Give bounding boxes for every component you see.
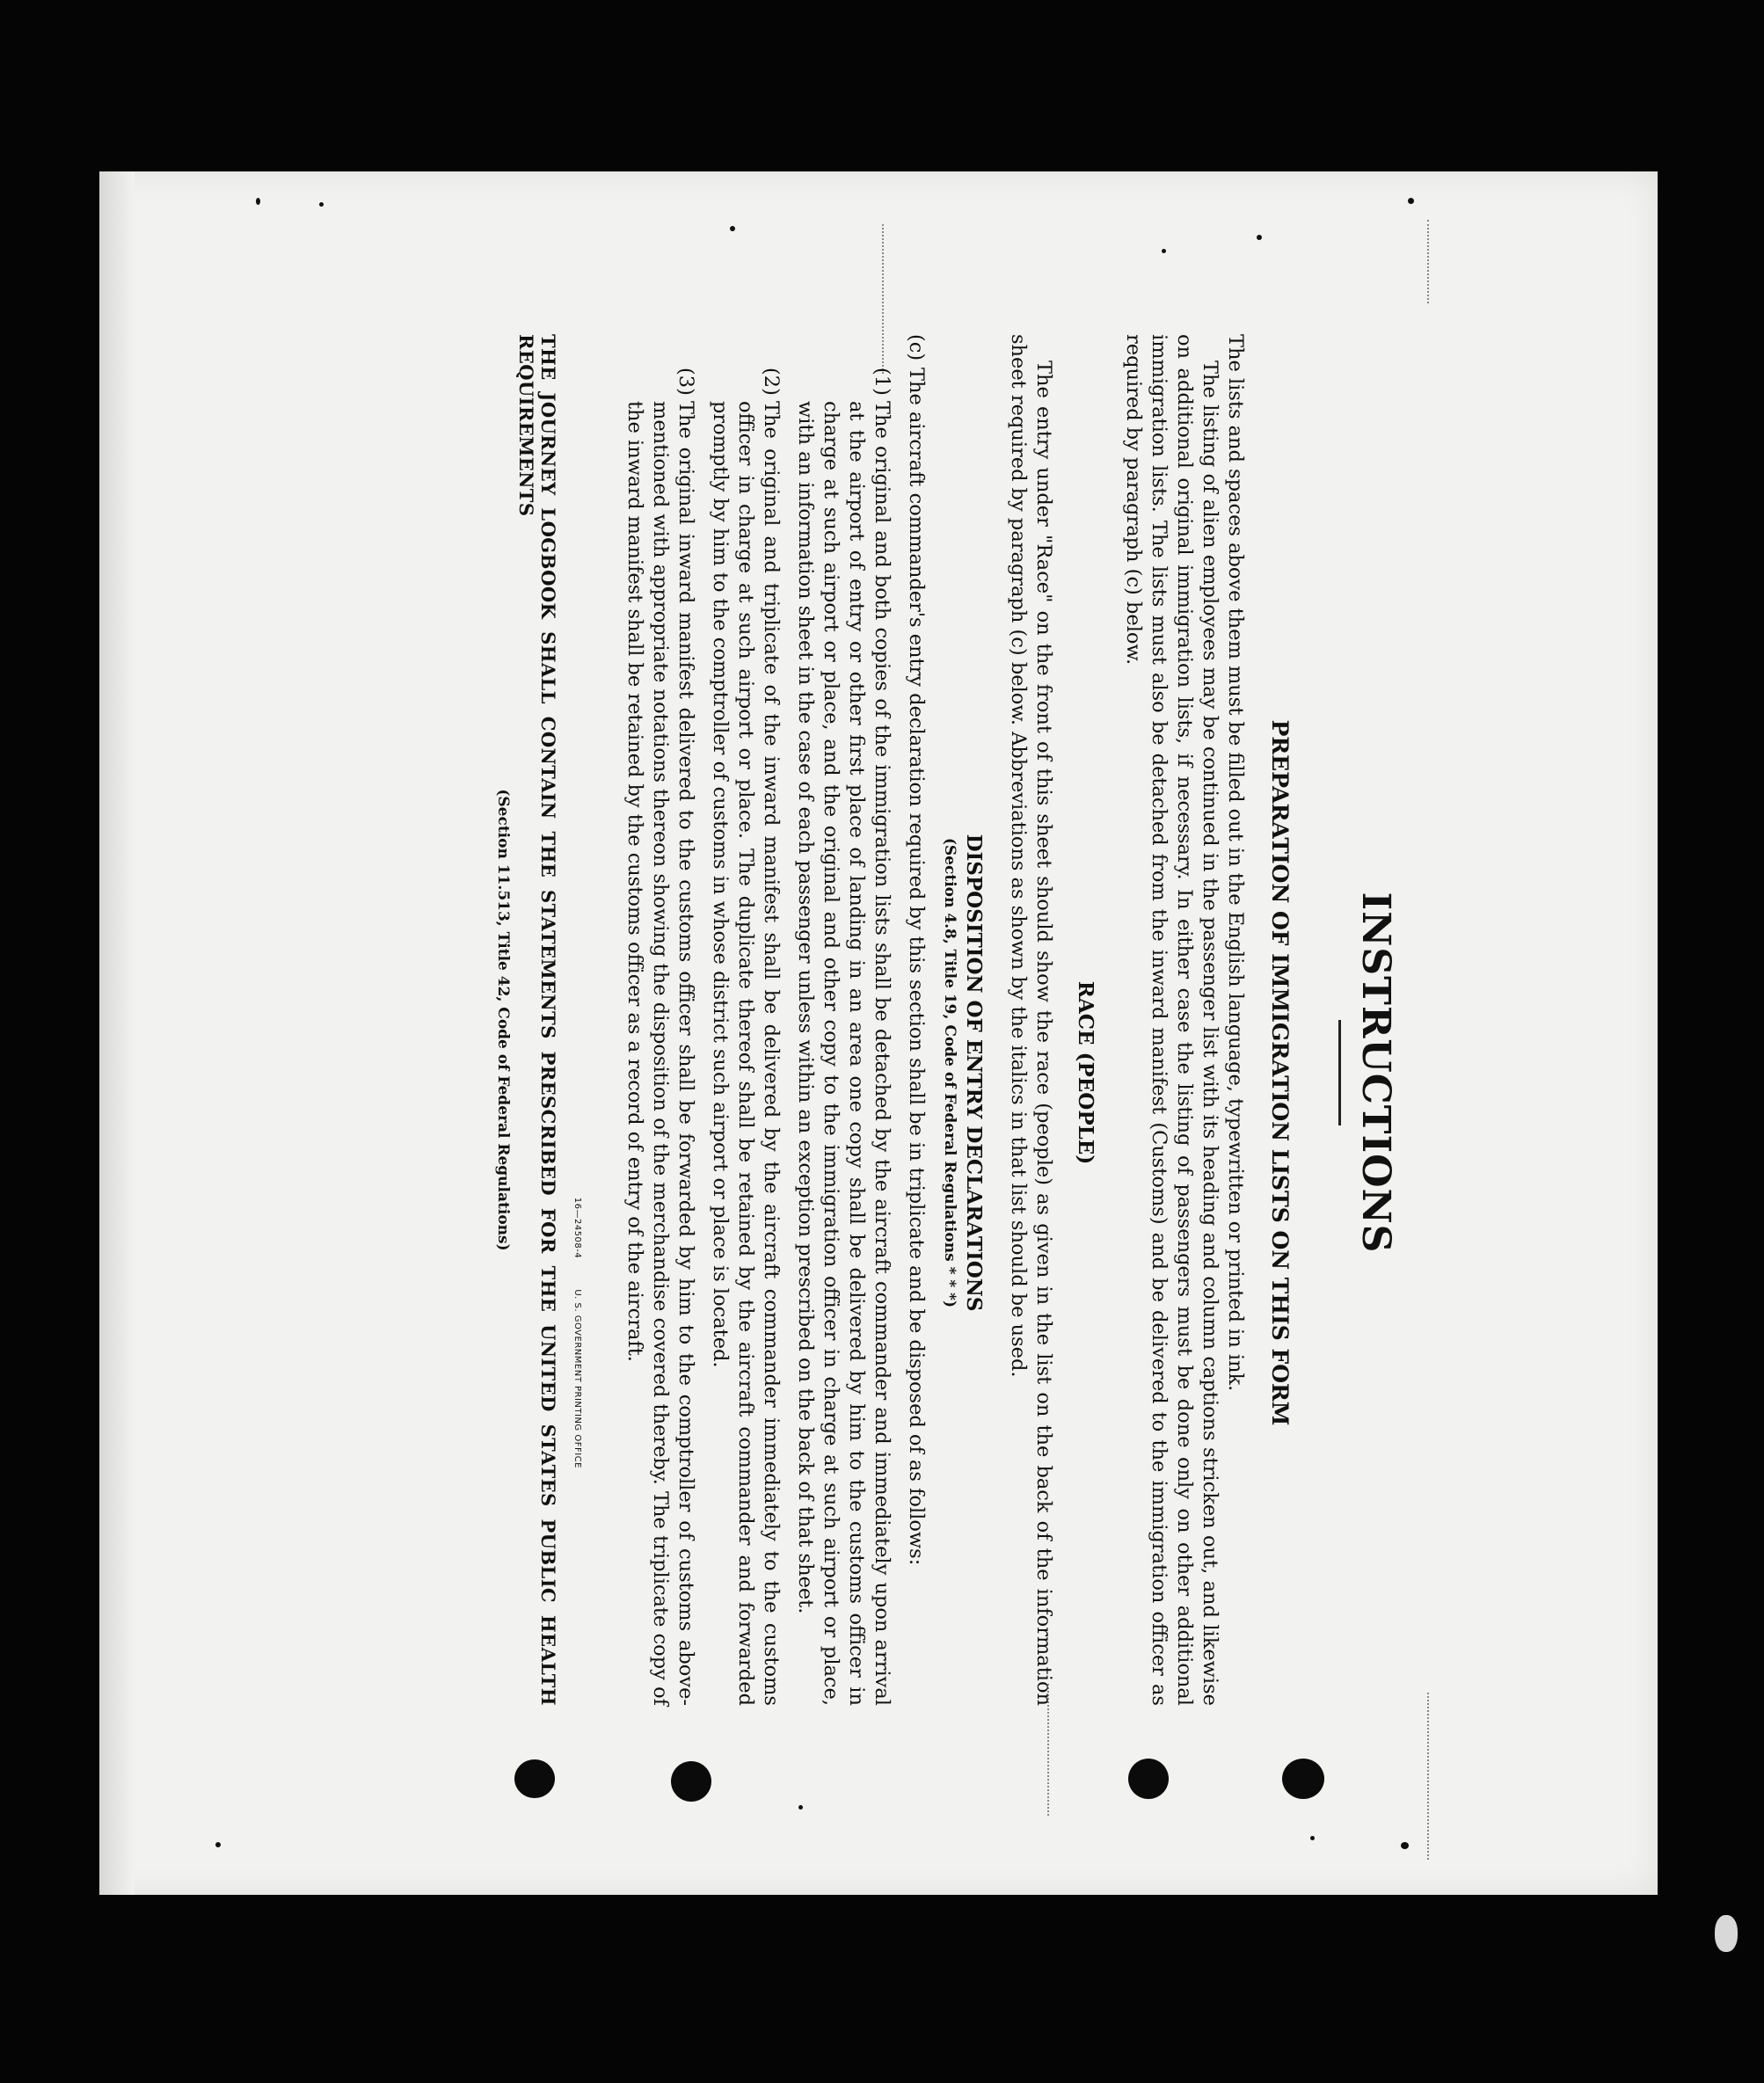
item-label: (c)	[905, 334, 928, 361]
document-title: INSTRUCTIONS	[1353, 892, 1398, 1254]
scan-speck	[1310, 1836, 1315, 1840]
disposition-reference: (Section 4.8, Title 19, Code of Federal Regulations * * *)	[941, 837, 959, 1308]
item-label: (2)	[760, 368, 783, 396]
scan-speck	[730, 226, 735, 231]
scan-speck	[1408, 198, 1414, 204]
section-heading-disposition: DISPOSITION OF ENTRY DECLARATIONS	[962, 834, 986, 1312]
item-text: The original inward manifest delivered to the customs officer shall be forwarded by him to the comptroller of customs above-mentioned with appropriate notations thereon showing the disposition of the merchandise covered thereby. The triplicate copy of the inward manifest shall be retained by the customs officer as a record of entry of the aircraft.	[623, 401, 697, 1706]
section-heading-preparation: PREPARATION OF IMMIGRATION LISTS ON THIS FORM	[1267, 719, 1293, 1426]
scan-speck	[1162, 249, 1166, 253]
disposition-item-2	[707, 368, 784, 1706]
disposition-item-c	[903, 334, 929, 1706]
disposition-item-3	[622, 368, 698, 1706]
disposition-item-1	[792, 368, 894, 1706]
guide-line	[1427, 1693, 1429, 1860]
title-underline	[1338, 1020, 1341, 1125]
item-text: The aircraft commander's entry declaration required by this section shall be in triplicate and be disposed of as follows:	[905, 368, 928, 1566]
item-label: (1)	[871, 368, 893, 396]
item-text: The original and both copies of the immigration lists shall be detached by the aircraft commander and immediately upon arrival at the airport of entry or other first place of landing in an area one copy shall be delivered by him to the customs officer in charge at such airport or place, and the original and other copy to the immigration officer in charge at such airport or place, with an information sheet in the case of each passenger unless within an exception prescribed on the back of that sheet.	[794, 401, 893, 1706]
scan-speck	[256, 198, 260, 205]
section-heading-race: RACE (PEOPLE)	[1074, 980, 1097, 1165]
scan-speck	[1257, 235, 1262, 240]
preparation-paragraph-1: The lists and spaces above them must be filled out in the English language, typewritten or printed in ink.	[1224, 334, 1247, 1392]
scan-artifact	[1715, 1915, 1738, 1952]
print-code: 16—24508-4	[572, 1197, 582, 1259]
scan-speck	[1401, 1842, 1409, 1849]
race-paragraph: The entry under "Race" on the front of this sheet should show the race (people) as given in the list on the back of the information sheet required by paragraph (c) below. Abbreviations as shown by the italics in that list should be used.	[1007, 334, 1055, 1706]
disposition-subitems	[622, 334, 894, 1706]
guide-line	[1427, 220, 1429, 303]
footer-statement: THE JOURNEY LOGBOOK SHALL CONTAIN THE STATEMENTS PRESCRIBED FOR THE UNITED STATES PUBLIC HEALTH REQUIREMENTS	[515, 334, 559, 1706]
rotated-content	[308, 334, 1398, 1811]
item-text: The original and triplicate of the inward manifest shall be delivered by the aircraft commander immediately to the customs officer in charge at such airport or place. The duplicate thereof shall be retained by the aircraft commander and forwarded promptly by him to the comptroller of customs in whose district such airport or place is located.	[709, 401, 783, 1706]
scan-speck	[319, 202, 324, 207]
item-label: (3)	[674, 368, 697, 396]
scan-speck	[215, 1842, 221, 1847]
footer-reference: (Section 11.513, Title 42, Code of Federal Regulations)	[494, 789, 512, 1251]
preparation-paragraph-2: The listing of alien employees may be continued in the passenger list with its heading and column captions stricken out, and likewise on additional original immigration lists, if necessary. In either case the listing of passengers must be done only on other additional immigration lists. The lists must also be detached from the inward manifest (Customs) and be delivered to the immigration officer as required by paragraph (c) below.	[1122, 334, 1221, 1706]
printer-name: U. S. GOVERNMENT PRINTING OFFICE	[572, 1289, 582, 1468]
printer-line	[572, 440, 588, 1468]
